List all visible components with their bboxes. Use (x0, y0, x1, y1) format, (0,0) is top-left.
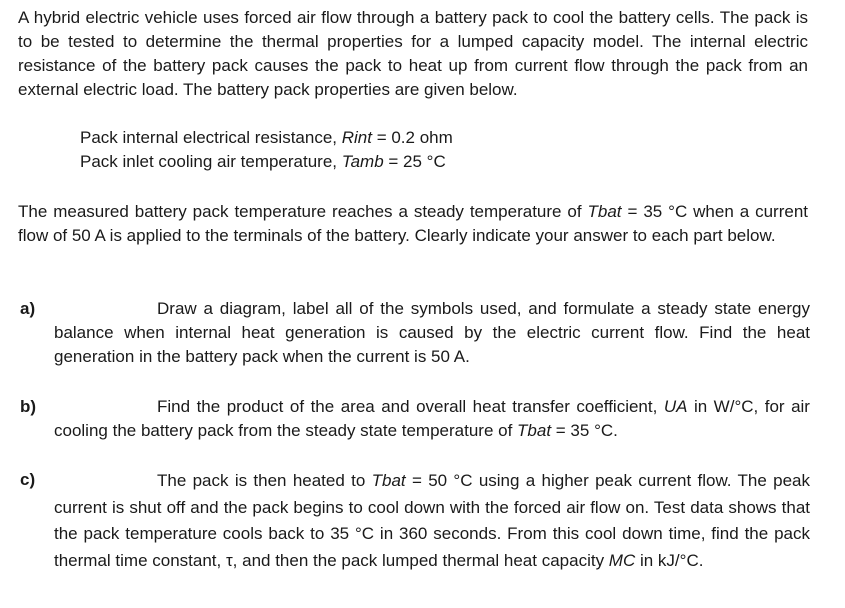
tbat-symbol-b: Tbat (517, 421, 552, 440)
measurement-post: = 35 °C when a current flow of 50 A is applied to the terminals of the battery. Clearly indicate your answer to each part below. (18, 202, 808, 245)
part-a (20, 297, 810, 369)
part-c-label: c) (20, 470, 36, 489)
tbat-symbol: Tbat (587, 202, 622, 221)
intro-text: A hybrid electric vehicle uses forced air flow through a battery pack to cool the battery cells. The pack is to be tested to determine the thermal properties for a lumped capacity model. The internal electric resistance of the battery pack causes the pack to heat up from current flow through the pack from an external electric load. The battery pack properties are given below. (18, 8, 808, 99)
tamb-line (80, 150, 453, 174)
rint-value: = 0.2 ohm (371, 128, 453, 147)
rint-symbol: Rint (341, 128, 372, 147)
part-a-text (54, 297, 810, 369)
rint-line (80, 126, 453, 150)
part-b-mid: in W/°C, for air cooling the battery pack from the steady state temperature of (54, 397, 810, 440)
mc-symbol: MC (608, 550, 636, 570)
tamb-label: Pack inlet cooling air temperature, (80, 152, 342, 171)
part-c-pre: The pack is then heated to (157, 471, 372, 490)
battery-properties (80, 126, 453, 174)
part-a-question: Draw a diagram, label all of the symbols used, and formulate a steady state energy balance when internal heat generation is caused by the electric current flow. Find the heat generation in the battery pack when the current is 50 A. (54, 299, 810, 366)
part-c-post: in kJ/°C. (635, 550, 704, 570)
part-b-pre: Find the product of the area and overall heat transfer coefficient, (157, 397, 664, 416)
part-b-text (54, 395, 810, 443)
part-c-mid: = 50 °C using a higher peak current flow. The peak current is shut off and the pack begins to cool down with the forced air flow on. Test data shows that the pack temperature cools back to 35 °C in 360 seconds. From this cool down time, find the pack thermal time constant, τ, and then the pack lumped thermal heat capacity (54, 471, 810, 570)
tamb-symbol: Tamb (341, 152, 384, 171)
ua-symbol: UA (663, 397, 688, 416)
part-c-text (54, 468, 810, 574)
intro-paragraph (18, 6, 808, 102)
part-b-label: b) (20, 397, 37, 416)
part-c (20, 468, 810, 574)
part-b-post: = 35 °C. (551, 421, 618, 440)
tamb-value: = 25 °C (383, 152, 446, 171)
measurement-paragraph (18, 200, 808, 248)
rint-label: Pack internal electrical resistance, (80, 128, 342, 147)
part-b (20, 395, 810, 443)
tbat-symbol-c: Tbat (371, 471, 406, 490)
part-a-label: a) (20, 299, 36, 318)
measurement-pre: The measured battery pack temperature reaches a steady temperature of (18, 202, 588, 221)
